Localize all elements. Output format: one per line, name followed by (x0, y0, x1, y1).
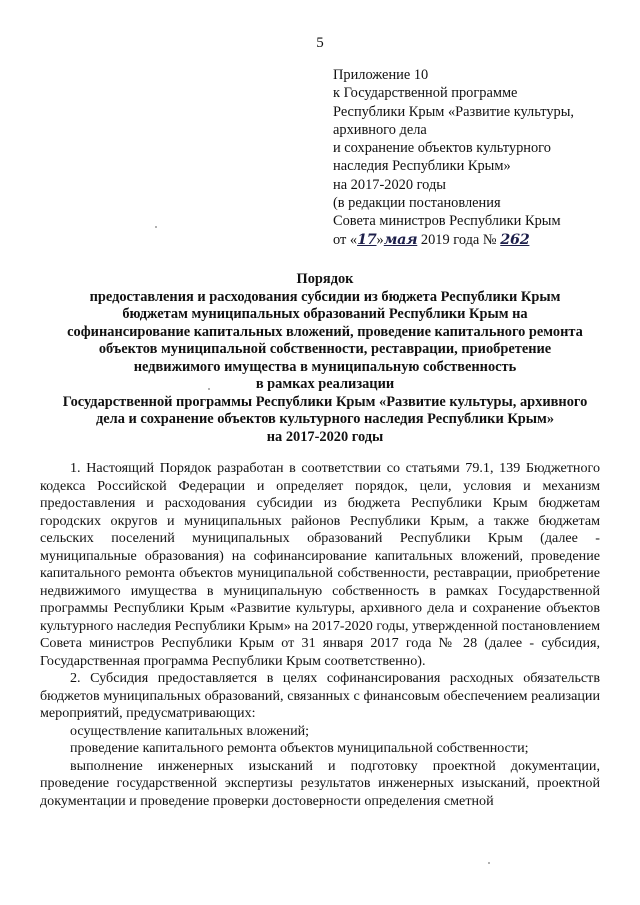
document-title (30, 271, 620, 446)
title-line: софинансирование капитальных вложений, проведение капитального ремонта (67, 323, 583, 340)
appendix-line: наследия Республики Крым» (333, 158, 511, 175)
title-line: в рамках реализации (255, 376, 395, 392)
paragraph-1: 1. Настоящий Порядок разработан в соответствии со статьями 79.1, 139 Бюджетного кодекса Российской Федерации и определяет порядок, цели, условия и механизм предоставления и расходования субсидии из бюджета Республики Крым бюджетам городских округов и муниципальных районов Республики Крым, а также бюджетам сельских поселений муниципальных образований Республики Крым (далее - муниципальные образования) на софинансирование капитальных вложений, проведение капитального ремонта объектов муниципальной собственности, реставрации, приобретение недвижимого имущества в муниципальную собственность в рамках Государственной программы Республики Крым «Развитие культуры, архивного дела и сохранение объектов культурного наследия Республики Крым» на 2017-2020 годы, утвержденной постановлением Совета министров Республики Крым от 31 января 2017 года № 28 (далее - субсидия, Государственная программа Республики Крым соответственно). (40, 460, 600, 669)
scan-speck (155, 226, 157, 228)
appendix-line: (в редакции постановления (333, 195, 501, 212)
paragraph-2: 2. Субсидия предоставляется в целях софинансирования расходных обязательств бюджетов муниципальных образований, связанных с финансовым обеспечением реализации мероприятий, предусматривающих: (40, 670, 600, 721)
title-line: на 2017-2020 годы (266, 428, 384, 445)
title-line: Порядок (296, 271, 354, 287)
appendix-line: архивного дела (333, 121, 427, 138)
scan-speck (208, 388, 210, 390)
title-line: недвижимого имущества в муниципальную собственность (133, 358, 517, 375)
resolution-year: 2019 года № (420, 231, 497, 248)
resolution-date-prefix: от « (333, 231, 358, 248)
appendix-block (333, 66, 623, 249)
title-line: объектов муниципальной собственности, реставрации, приобретение (98, 341, 552, 357)
handwritten-month: мая (383, 230, 418, 248)
resolution-date-line (333, 231, 623, 249)
page-number: 5 (316, 35, 324, 51)
appendix-line: к Государственной программе (333, 85, 518, 102)
appendix-line: на 2017-2020 годы (333, 176, 446, 193)
appendix-line: Совета министров Республики Крым (333, 213, 561, 230)
list-item-engineering-surveys: выполнение инженерных изысканий и подготовку проектной документации, проведение государственной экспертизы результатов инженерных изысканий, проектной документации и проведение проверки достоверности определения сметной (40, 757, 600, 809)
resolution-date-close: » (376, 231, 384, 248)
title-line: предоставления и расходования субсидии из бюджета Республики Крым (89, 288, 561, 305)
appendix-line: Республики Крым «Развитие культуры, (333, 103, 574, 120)
handwritten-day: 17 (357, 230, 377, 248)
scan-speck (488, 862, 490, 864)
title-line: дела и сохранение объектов культурного наследия Республики Крым» (95, 411, 555, 427)
title-line: Государственной программы Республики Крым «Развитие культуры, архивного (62, 393, 588, 410)
document-body (40, 460, 600, 810)
list-item-capital-repair: проведение капитального ремонта объектов муниципальной собственности; (70, 740, 529, 756)
handwritten-number: 262 (500, 230, 530, 248)
list-item-capital-investment: осуществление капитальных вложений; (70, 722, 310, 739)
title-line: бюджетам муниципальных образований Республики Крым на (122, 306, 528, 322)
appendix-line: Приложение 10 (333, 67, 429, 83)
appendix-line: и сохранение объектов культурного (333, 140, 551, 157)
